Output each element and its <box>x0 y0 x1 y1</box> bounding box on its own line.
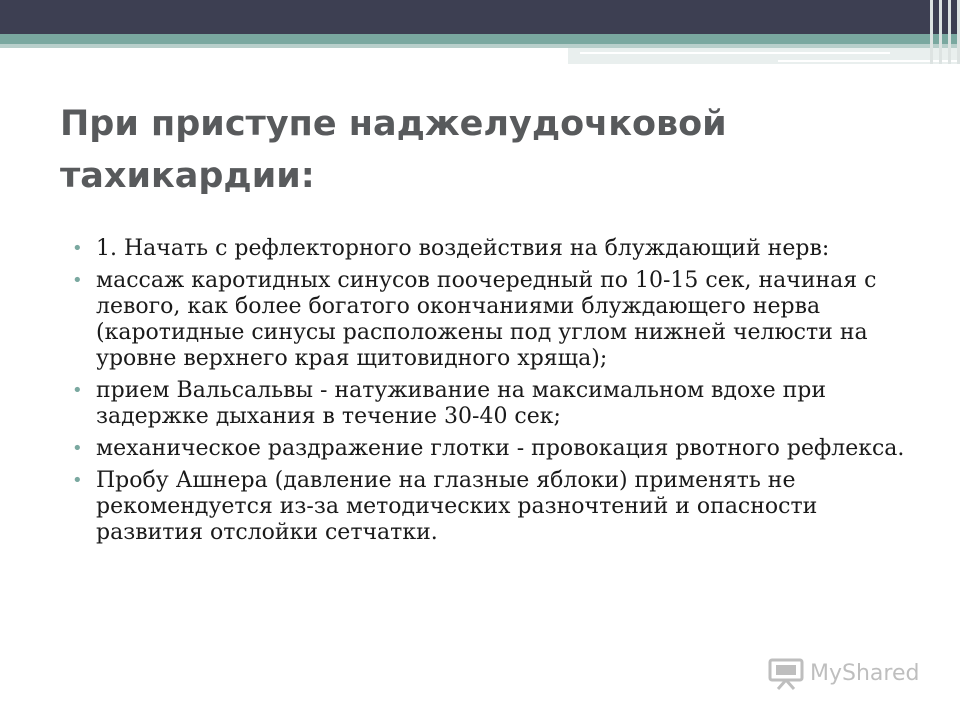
header-dark-bar <box>0 0 960 34</box>
list-item <box>72 468 908 546</box>
bullet-list <box>72 236 908 552</box>
bullet-icon: • <box>72 380 83 401</box>
list-item-text: Пробу Ашнера (давление на глазные яблоки) применять не рекомендуется из-за методических разночтений и опасности развития отслойки сетчатки. <box>96 468 818 545</box>
list-item-text: 1. Начать с рефлекторного воздействия на блуждающий нерв: <box>96 236 830 261</box>
bullet-icon: • <box>72 270 83 291</box>
header-teal-bar <box>0 34 960 44</box>
stripe <box>939 0 942 64</box>
list-item-text: механическое раздражение глотки - провокация рвотного рефлекса. <box>96 436 905 461</box>
list-item-text: прием Вальсальвы - натуживание на максимальном вдохе при задержке дыхания в течение 30-40 сек; <box>96 378 827 429</box>
slide-title: При приступе наджелудочковой тахикардии: <box>60 104 727 196</box>
bullet-icon: • <box>72 238 83 259</box>
list-item <box>72 236 908 262</box>
list-item <box>72 268 908 372</box>
header-accent-line <box>580 52 890 54</box>
list-item <box>72 436 908 462</box>
bullet-icon: • <box>72 438 83 459</box>
list-item-text: массаж каротидных синусов поочередный по 10-15 сек, начиная с левого, как более богатого окончаниями блуждающего нерва (каротидные синусы расположены под углом нижней челюсти на уровне верхнего края щитовидного хряща); <box>96 268 877 371</box>
bullet-icon: • <box>72 470 83 491</box>
stripe <box>930 0 933 64</box>
list-item <box>72 378 908 430</box>
watermark <box>768 656 919 692</box>
header-vertical-stripes <box>930 0 960 64</box>
projector-screen-icon <box>768 658 804 690</box>
watermark-text: MyShared <box>810 661 920 686</box>
stripe <box>948 0 951 64</box>
